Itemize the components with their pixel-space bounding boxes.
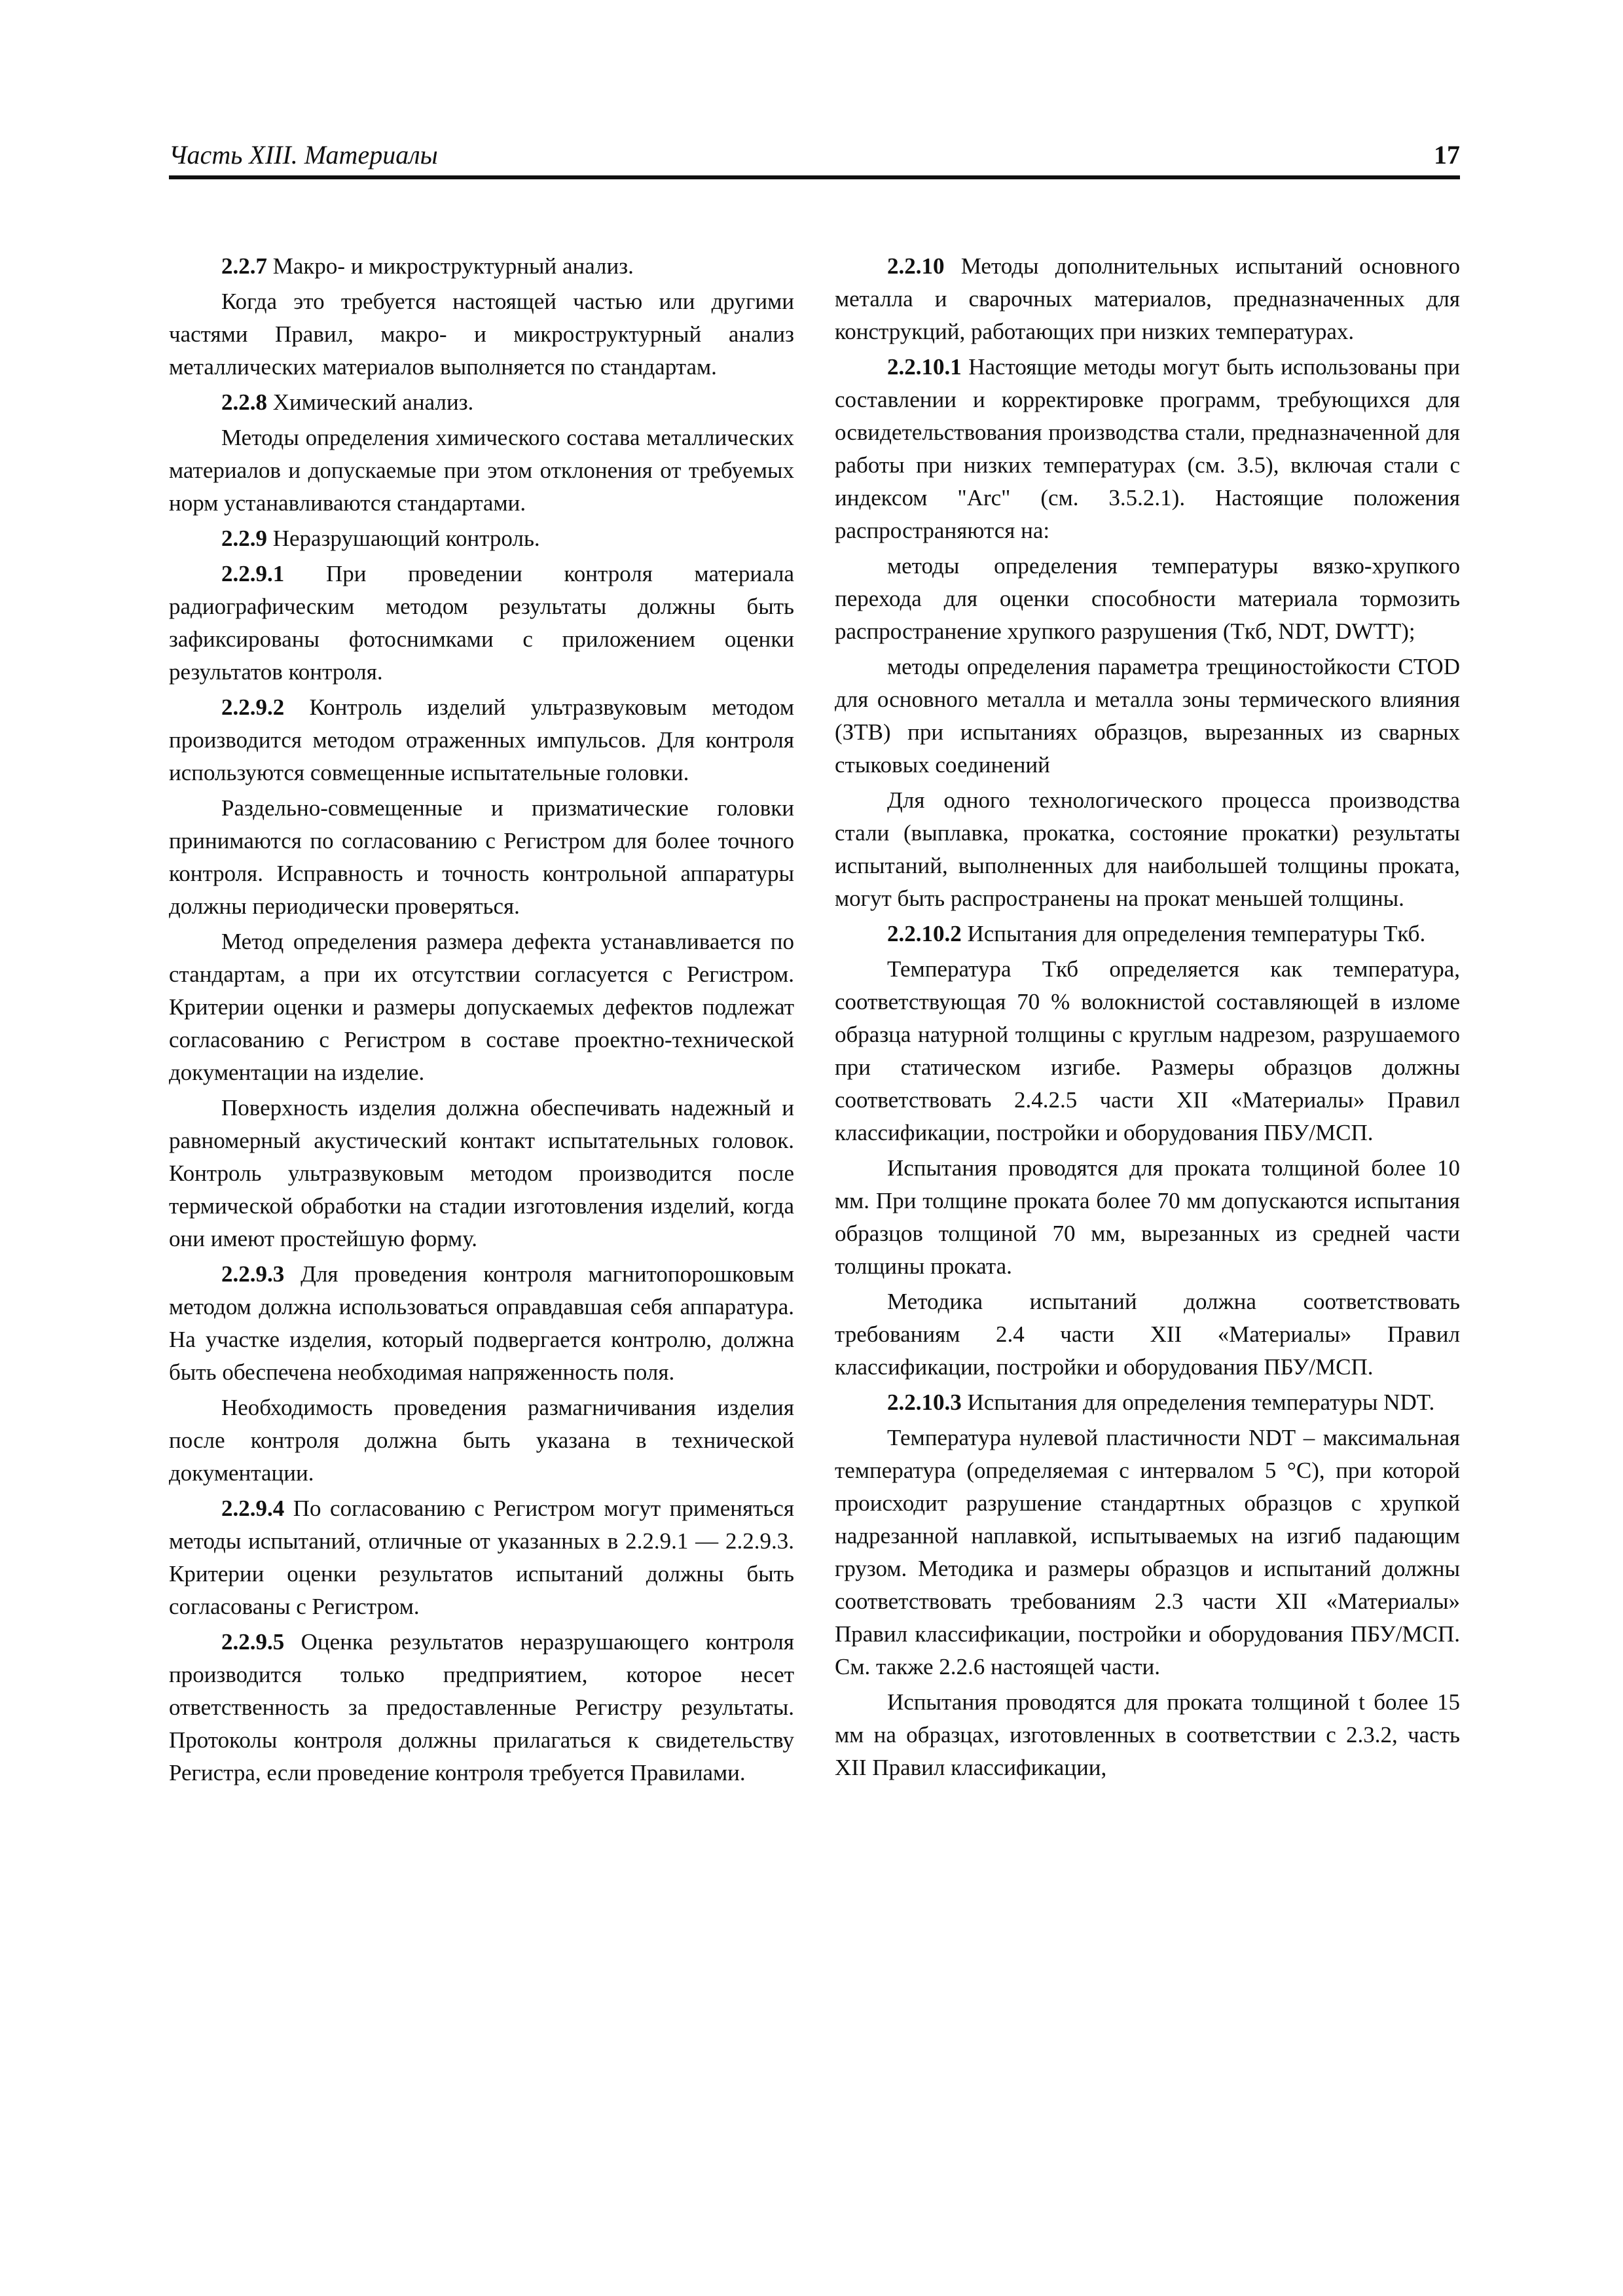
paragraph: 2.2.10.1 Настоящие методы могут быть использованы при составлении и корректировке программ, требующихся для освидетельствования производства стали, предназначенной для работы при низких температурах (см. 3.5), включая стали с индексом "Arc" (см. 3.5.2.1). Настоящие положения распространяются на: <box>835 354 1460 543</box>
paragraph: 2.2.9.1 При проведении контроля материала радиографическим методом результаты должны быть зафиксированы фотоснимками с приложением оценки результатов контроля. <box>169 561 794 685</box>
paragraph: 2.2.9.4 По согласованию с Регистром могут применяться методы испытаний, отличные от указанных в 2.2.9.1 — 2.2.9.3. Критерии оценки результатов испытаний должны быть согласованы с Регистром. <box>169 1496 794 1619</box>
paragraph: методы определения температуры вязко-хрупкого перехода для оценки способности материала тормозить распространение хрупкого разрушения (Tкб, NDT, DWTT); <box>835 553 1460 644</box>
paragraph: Испытания проводятся для проката толщиной t более 15 мм на образцах, изготовленных в соответствии с 2.3.2, часть XII Правил классификации, <box>835 1689 1460 1780</box>
paragraph: 2.2.9 Неразрушающий контроль. <box>221 526 540 551</box>
paragraph: Необходимость проведения размагничивания изделия после контроля должна быть указана в технической документации. <box>169 1395 794 1486</box>
left-column <box>169 250 794 1792</box>
paragraph: 2.2.9.3 Для проведения контроля магнитопорошковым методом должна использоваться оправдавшая себя аппаратура. На участке изделия, который подвергается контролю, должна быть обеспечена необходимая напряженность поля. <box>169 1261 794 1385</box>
page-number: 17 <box>1434 140 1460 170</box>
paragraph: 2.2.7 Макро- и микроструктурный анализ. <box>221 253 634 279</box>
part-title: Часть XIII. Материалы <box>169 140 438 170</box>
paragraph: Поверхность изделия должна обеспечивать надежный и равномерный акустический контакт испытательных головок. Контроль ультразвуковым методом производится после термической обработки на стадии изготовления изделий, когда они имеют простейшую форму. <box>169 1095 794 1251</box>
paragraph: методы определения параметра трещиностойкости CTOD для основного металла и металла зоны термического влияния (ЗТВ) при испытаниях образцов, вырезанных из сварных стыковых соединений <box>835 654 1460 778</box>
right-column <box>835 250 1460 1787</box>
paragraph: Температура Tкб определяется как температура, соответствующая 70 % волокнистой составляющей в изломе образца натурной толщины с круглым надрезом, разрушаемого при статическом изгибе. Размеры образцов должны соответствовать 2.4.2.5 части XII «Материалы» Правил классификации, постройки и оборудования ПБУ/МСП. <box>835 956 1460 1145</box>
paragraph: 2.2.10.2 Испытания для определения температуры Tкб. <box>887 921 1426 946</box>
paragraph: 2.2.9.2 Контроль изделий ультразвуковым методом производится методом отраженных импульсов. Для контроля используются совмещенные испытательные головки. <box>169 694 794 785</box>
paragraph: 2.2.10.3 Испытания для определения температуры NDT. <box>887 1390 1435 1415</box>
paragraph: Методика испытаний должна соответствовать требованиям 2.4 части XII «Материалы» Правил классификации, постройки и оборудования ПБУ/МСП. <box>835 1289 1460 1380</box>
paragraph: 2.2.10 Методы дополнительных испытаний основного металла и сварочных материалов, предназначенных для конструкций, работающих при низких температурах. <box>835 253 1460 344</box>
paragraph: Когда это требуется настоящей частью или другими частями Правил, макро- и микроструктурный анализ металлических материалов выполняется по стандартам. <box>169 289 794 380</box>
paragraph: 2.2.8 Химический анализ. <box>221 389 474 415</box>
paragraph: Метод определения размера дефекта устанавливается по стандартам, а при их отсутствии согласуется с Регистром. Критерии оценки и размеры допускаемых дефектов подлежат согласованию с Регистром в составе проектно-технической документации на изделие. <box>169 929 794 1085</box>
paragraph: Температура нулевой пластичности NDT – максимальная температура (определяемая с интервалом 5 °С), при которой происходит разрушение стандартных образцов с хрупкой надрезанной наплавкой, испытываемых на изгиб падающим грузом. Методика и размеры образцов и испытаний должны соответствовать требованиям 2.3 части XII «Материалы» Правил классификации, постройки и оборудования ПБУ/МСП. См. также 2.2.6 настоящей части. <box>835 1425 1460 1679</box>
paragraph: Методы определения химического состава металлических материалов и допускаемые при этом отклонения от требуемых норм устанавливаются стандартами. <box>169 425 794 516</box>
paragraph: Испытания проводятся для проката толщиной более 10 мм. При толщине проката более 70 мм допускаются испытания образцов толщиной 70 мм, вырезанных из средней части толщины проката. <box>835 1155 1460 1279</box>
paragraph: Раздельно-совмещенные и призматические головки принимаются по согласованию с Регистром для более точного контроля. Исправность и точность контрольной аппаратуры должны периодически проверяться. <box>169 795 794 919</box>
paragraph: Для одного технологического процесса производства стали (выплавка, прокатка, состояние прокатки) результаты испытаний, выполненных для наибольшей толщины проката, могут быть распространены на прокат меньшей толщины. <box>835 787 1460 911</box>
paragraph: 2.2.9.5 Оценка результатов неразрушающего контроля производится только предприятием, которое несет ответственность за предоставленные Регистру результаты. Протоколы контроля должны прилагаться к свидетельству Регистра, если проведение контроля требуется Правилами. <box>169 1629 794 1785</box>
running-header <box>169 131 1460 179</box>
